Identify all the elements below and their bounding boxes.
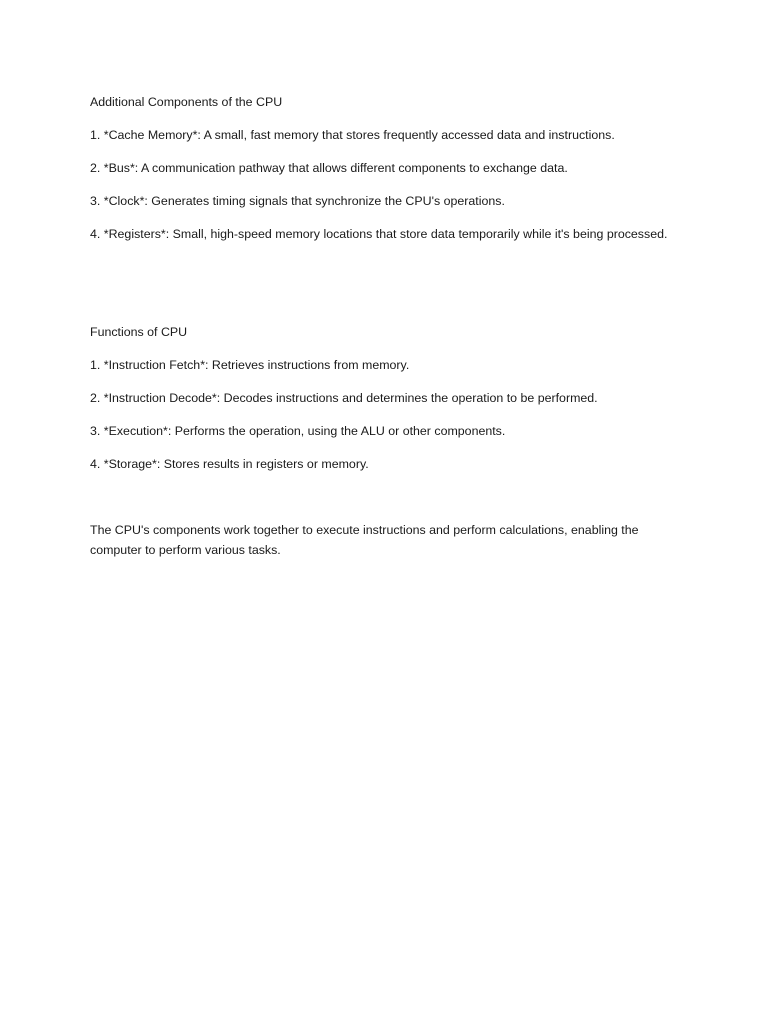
list-item-cache-memory: 1. *Cache Memory*: A small, fast memory that stores frequently accessed data and instructions. [90,128,615,142]
document-page [90,92,680,573]
section-heading-functions: Functions of CPU [90,325,188,339]
list-item-instruction-fetch: 1. *Instruction Fetch*: Retrieves instructions from memory. [90,358,410,372]
list-item-storage: 4. *Storage*: Stores results in registers or memory. [90,457,369,471]
list-item-clock: 3. *Clock*: Generates timing signals that synchronize the CPU's operations. [90,194,505,208]
section-spacer [90,487,680,520]
section-spacer [90,257,680,322]
list-item-execution: 3. *Execution*: Performs the operation, using the ALU or other components. [90,424,506,438]
list-item-bus: 2. *Bus*: A communication pathway that allows different components to exchange data. [90,161,568,175]
list-item-registers: 4. *Registers*: Small, high-speed memory locations that store data temporarily while it's being processed. [90,227,668,241]
section-heading-additional-components: Additional Components of the CPU [90,95,283,109]
conclusion-paragraph: The CPU's components work together to execute instructions and perform calculations, enabling the computer to perform various tasks. [90,523,639,557]
list-item-instruction-decode: 2. *Instruction Decode*: Decodes instructions and determines the operation to be performed. [90,391,598,405]
